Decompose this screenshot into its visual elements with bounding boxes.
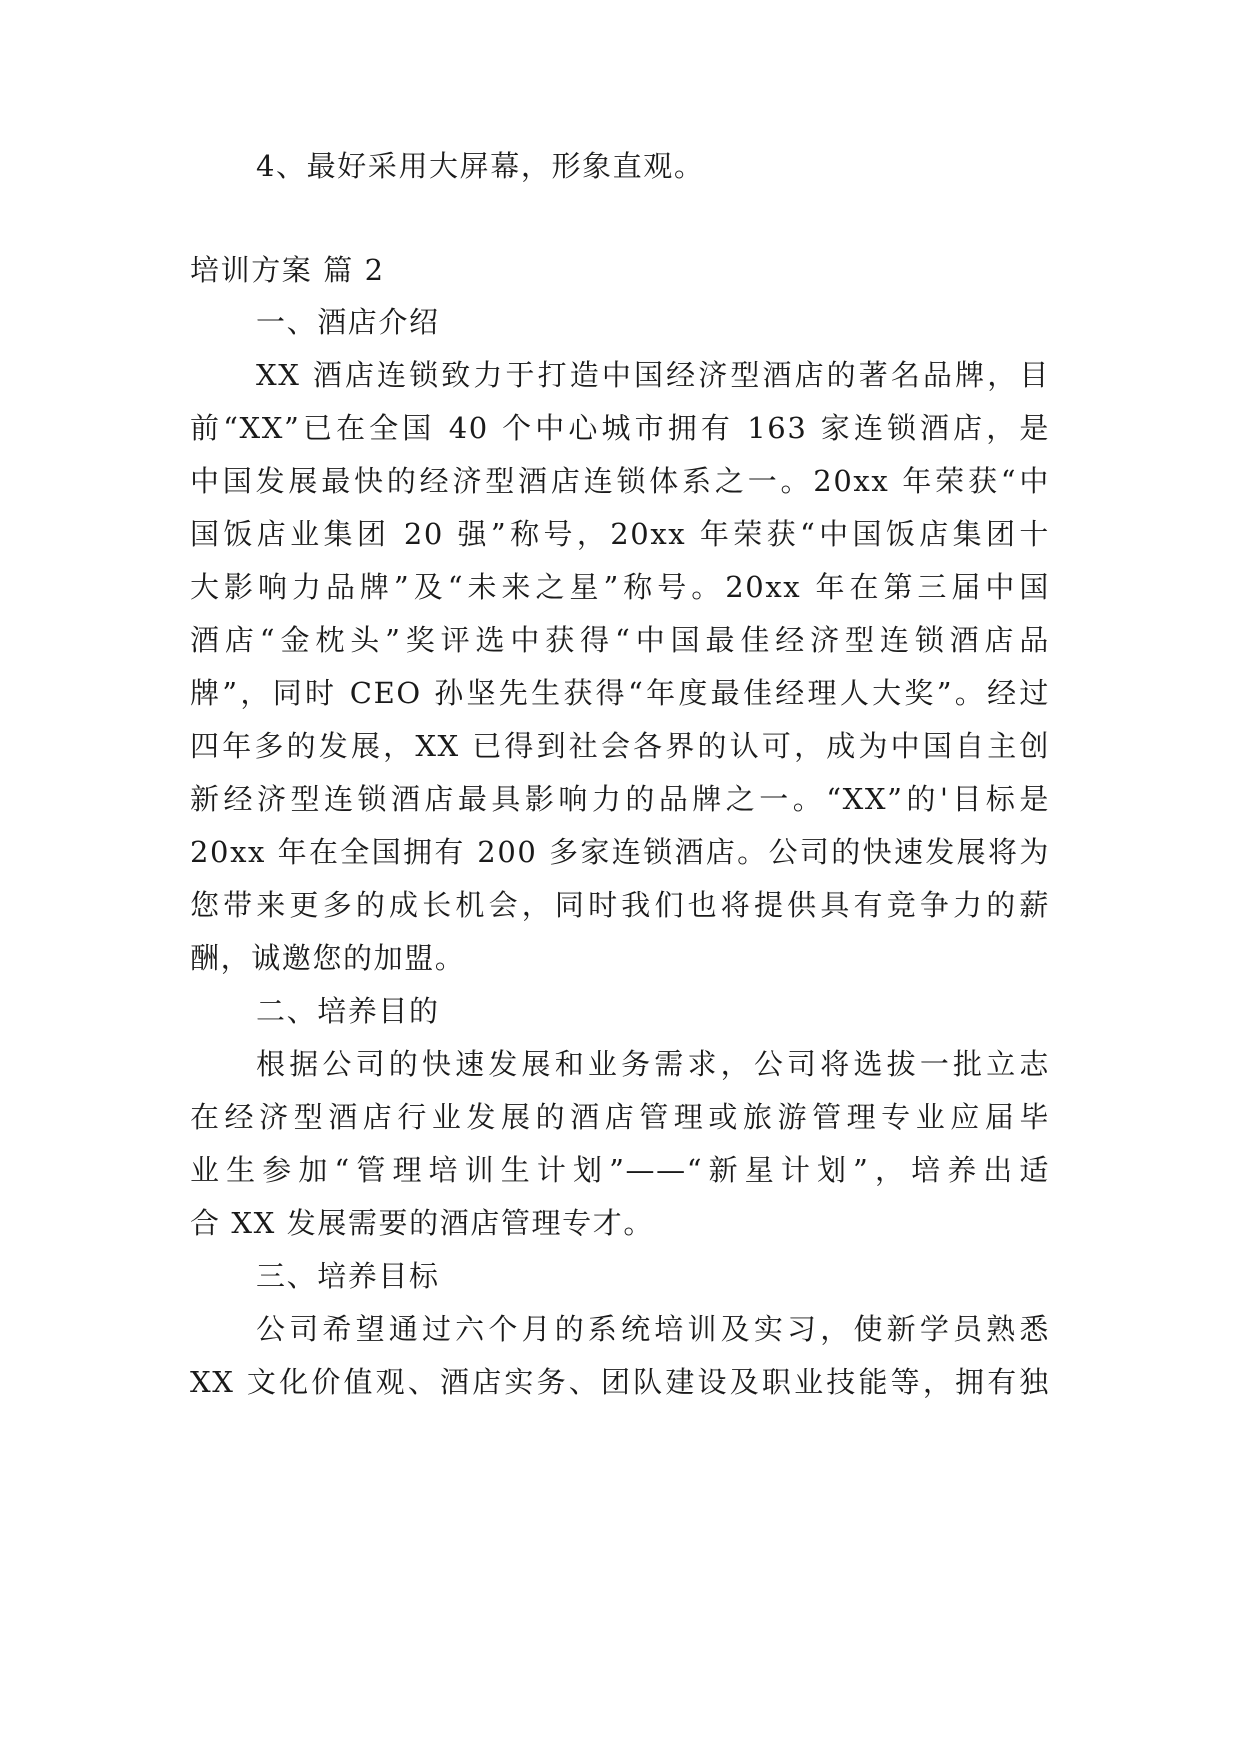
- paragraph-line: 酒店“金枕头”奖评选中获得“中国最佳经济型连锁酒店品: [190, 623, 1050, 657]
- paragraph-line: 您带来更多的成长机会，同时我们也将提供具有竞争力的薪: [190, 888, 1050, 922]
- paragraph-line: 业生参加“管理培训生计划”——“新星计划”，培养出适: [190, 1153, 1050, 1187]
- paragraph-line: 前“XX”已在全国 40 个中心城市拥有 163 家连锁酒店，是: [190, 411, 1050, 445]
- paragraph-line: 酬，诚邀您的加盟。: [190, 941, 466, 975]
- paragraph-line: 20xx 年在全国拥有 200 多家连锁酒店。公司的快速发展将为: [190, 835, 1050, 869]
- paragraph-line: 国饭店业集团 20 强”称号，20xx 年荣获“中国饭店集团十: [190, 517, 1050, 551]
- paragraph-line: 根据公司的快速发展和业务需求，公司将选拔一批立志: [256, 1047, 1050, 1081]
- paragraph-line: 公司希望通过六个月的系统培训及实习，使新学员熟悉: [256, 1312, 1050, 1346]
- paragraph-line: 中国发展最快的经济型酒店连锁体系之一。20xx 年荣获“中: [190, 464, 1050, 498]
- paragraph-line: 牌”，同时 CEO 孙坚先生获得“年度最佳经理人大奖”。经过: [190, 676, 1050, 710]
- paragraph-line: XX 文化价值观、酒店实务、团队建设及职业技能等，拥有独: [190, 1365, 1050, 1399]
- paragraph-line: 合 XX 发展需要的酒店管理专才。: [190, 1206, 654, 1240]
- section-title: 培训方案 篇 2: [190, 253, 385, 287]
- paragraph-line: 新经济型连锁酒店最具影响力的品牌之一。“XX”的'目标是: [190, 782, 1050, 816]
- paragraph-line: 四年多的发展，XX 已得到社会各界的认可，成为中国自主创: [190, 729, 1050, 763]
- heading-training-goal: 三、培养目标: [256, 1259, 440, 1293]
- paragraph-line: 在经济型酒店行业发展的酒店管理或旅游管理专业应届毕: [190, 1100, 1050, 1134]
- paragraph-line: XX 酒店连锁致力于打造中国经济型酒店的著名品牌，目: [256, 358, 1050, 392]
- heading-hotel-intro: 一、酒店介绍: [256, 305, 440, 339]
- paragraph-line: 大影响力品牌”及“未来之星”称号。20xx 年在第三届中国: [190, 570, 1050, 604]
- heading-training-purpose: 二、培养目的: [256, 994, 440, 1028]
- list-item-4: 4、最好采用大屏幕，形象直观。: [256, 149, 705, 183]
